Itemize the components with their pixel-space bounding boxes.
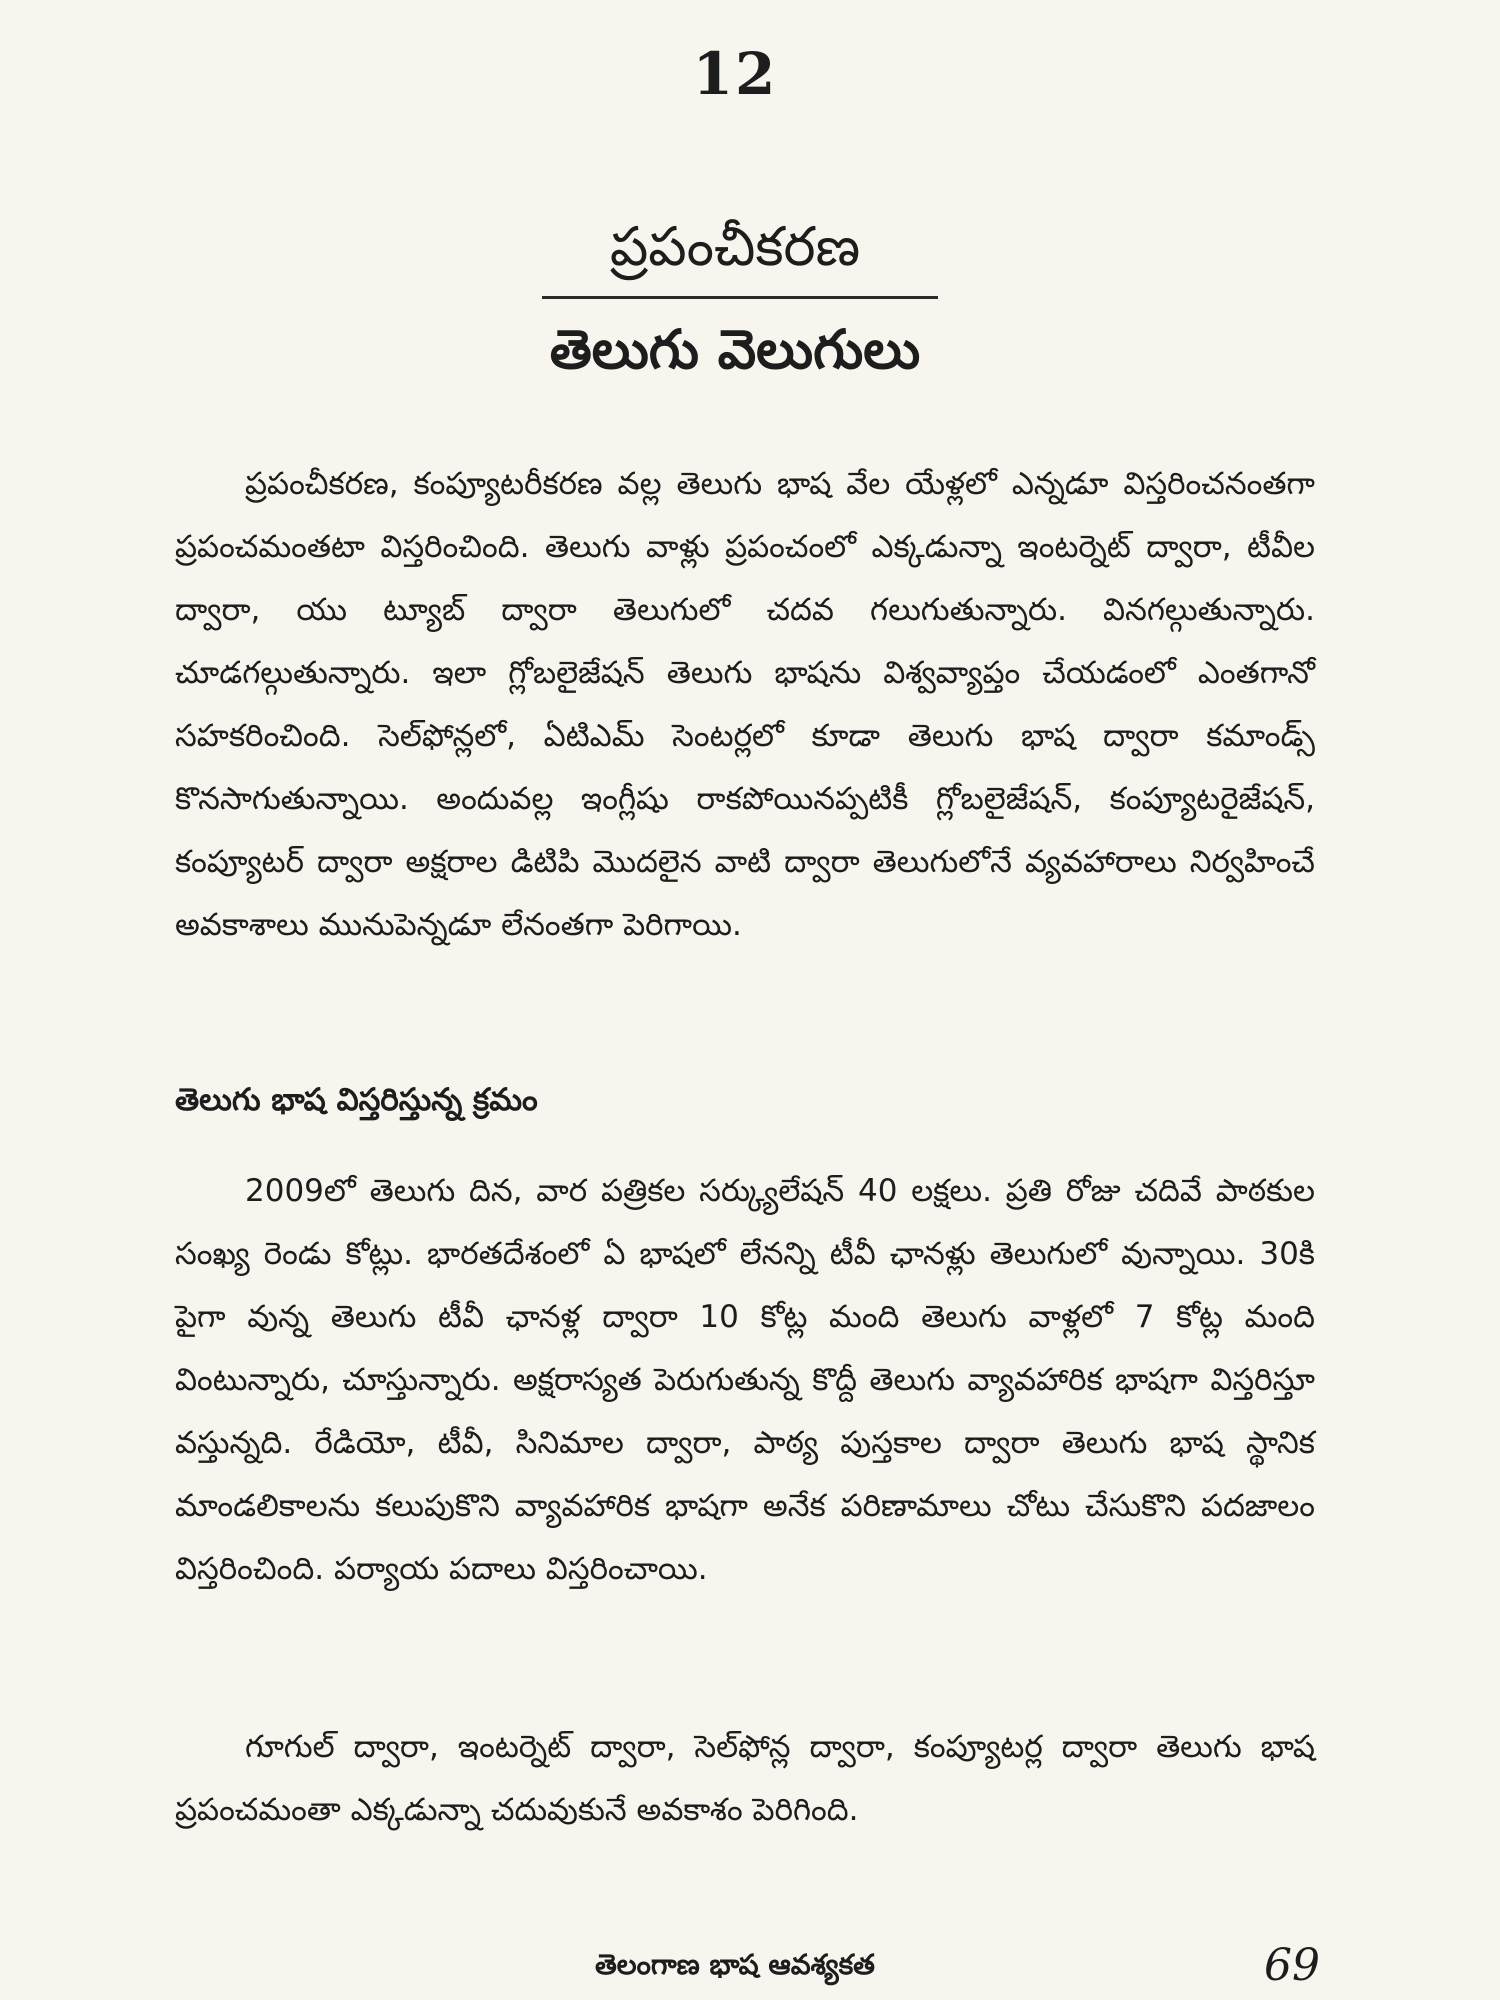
title-divider <box>542 296 938 299</box>
paragraph-intro: ప్రపంచీకరణ, కంప్యూటరీకరణ వల్ల తెలుగు భాష వేల యేళ్లలో ఎన్నడూ విస్తరించనంతగా ప్రపంచమంతటా విస్తరించింది. తెలుగు వాళ్లు ప్రపంచంలో ఎక్కడున్నా ఇంటర్నెట్ ద్వారా, టీవీల ద్వారా, యు ట్యూబ్ ద్వారా తెలుగులో చదవ గలుగుతున్నారు. వినగల్గుతున్నారు. చూడగల్గుతున్నారు. ఇలా గ్లోబలైజేషన్ తెలుగు భాషను విశ్వవ్యాప్తం చేయడంలో ఎంతగానో సహకరించింది. సెల్‌ఫోన్లలో, ఏటిఎమ్ సెంటర్లలో కూడా తెలుగు భాష ద్వారా కమాండ్స్ కొనసాగుతున్నాయి. అందువల్ల ఇంగ్లీషు రాకపోయినప్పటికీ గ్లోబలైజేషన్, కంప్యూటరైజేషన్, కంప్యూటర్ ద్వారా అక్షరాల డిటిపి మొదలైన వాటి ద్వారా తెలుగులోనే వ్యవహారాలు నిర్వహించే అవకాశాలు మునుపెన్నడూ లేనంతగా పెరిగాయి. <box>175 466 1315 943</box>
chapter-number: 12 <box>692 40 778 108</box>
paragraph-closing: గూగుల్ ద్వారా, ఇంటర్నెట్ ద్వారా, సెల్‌ఫోన్ల ద్వారా, కంప్యూటర్ల ద్వారా తెలుగు భాష ప్రపంచమంతా ఎక్కడున్నా చదువుకునే అవకాశం పెరిగింది. <box>175 1729 1315 1828</box>
chapter-title: ప్రపంచీకరణ <box>609 215 861 278</box>
section-heading: తెలుగు భాష విస్తరిస్తున్న క్రమం <box>175 1082 538 1118</box>
page-number: 69 <box>1264 1940 1320 1991</box>
chapter-subtitle: తెలుగు వెలుగులు <box>549 318 921 381</box>
running-footer-title: తెలంగాణ భాష ఆవశ్యకత <box>595 1948 875 1981</box>
paragraph-statistics: 2009లో తెలుగు దిన, వార పత్రికల సర్క్యులేషన్ 40 లక్షలు. ప్రతి రోజు చదివే పాఠకుల సంఖ్య రెండు కోట్లు. భారతదేశంలో ఏ భాషలో లేనన్ని టీవీ ఛానళ్లు తెలుగులో వున్నాయి. 30కి పైగా వున్న తెలుగు టీవీ ఛానళ్ల ద్వారా 10 కోట్ల మంది తెలుగు వాళ్లలో 7 కోట్ల మంది వింటున్నారు, చూస్తున్నారు. అక్షరాస్యత పెరుగుతున్న కొద్దీ తెలుగు వ్యావహారిక భాషగా విస్తరిస్తూ వస్తున్నది. రేడియో, టీవీ, సినిమాల ద్వారా, పాఠ్య పుస్తకాల ద్వారా తెలుగు భాష స్థానిక మాండలికాలను కలుపుకొని వ్యావహారిక భాషగా అనేక పరిణామాలు చోటు చేసుకొని పదజాలం విస్తరించింది. పర్యాయ పదాలు విస్తరించాయి. <box>175 1173 1315 1587</box>
page-footer <box>0 1940 1500 1990</box>
